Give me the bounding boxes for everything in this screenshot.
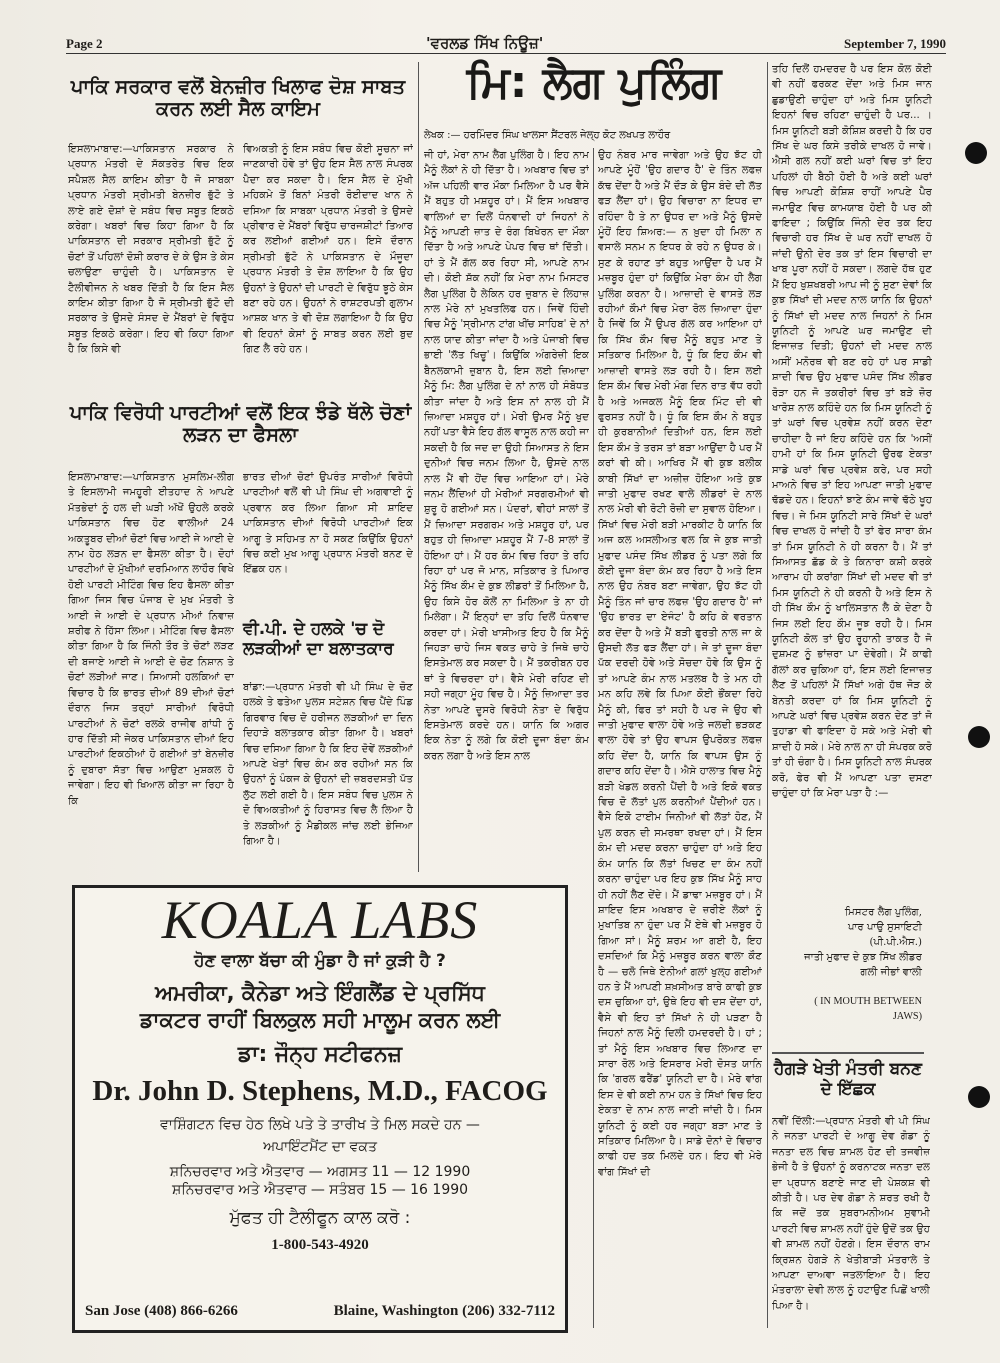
article1-text-1: ਇਸਲਾਮਾਬਾਦ:—ਪਾਕਿਸਤਾਨ ਸਰਕਾਰ ਨੇ ਪ੍ਰਧਾਨ ਮੰਤਰੀ ਦੇ ਸੱਕਤਰੇਤ ਵਿਚ ਇਕ ਸਪੈਸ਼ਲ ਸੈਲ ਕਾਇਮ ਕੀਤਾ ਹੈ ਜੋ ਸਾਬਕਾ ਪ੍ਰਧਾਨ ਮੰਤਰੀ ਸ੍ਰੀਮਤੀ ਬੇਨਜ਼ੀਰ ਭੁੱਟੋ ਤੇ ਲਾਏ ਗਏ ਦੋਸ਼ਾਂ ਦੇ ਸਬੰਧ ਵਿਚ ਸਬੂਤ ਇਕਠੇ ਕਰੇਗਾ। ਖਬਰਾਂ ਵਿਚ ਕਿਹਾ ਗਿਆ ਹੈ ਕਿ ਪਾਕਿਸਤਾਨ ਦੀ ਸਰਕਾਰ ਸ੍ਰੀਮਤੀ ਭੁੱਟੋ ਨੂੰ ਚੋਣਾਂ ਤੋਂ ਪਹਿਲਾਂ ਦੋਸ਼ੀ ਕਰਾਰ ਦੇ ਕੇ ਉਸ ਤੇ ਕੇਸ ਚਲਾਉਣਾ ਚਾਹੁੰਦੀ ਹੈ। ਪਾਕਿਸਤਾਨ ਦੇ ਟੈਲੀਵੀਜਨ ਨੇ ਖਬਰ ਦਿੱਤੀ ਹੈ ਕਿ ਇਸ ਸੈਲ ਕਾਇਮ ਕੀਤਾ ਗਿਆ ਹੈ ਜੋ ਸ੍ਰੀਮਤੀ ਭੁੱਟੋ ਦੀ ਸਰਕਾਰ ਤੇ ਉਸਦੇ ਸੰਸਦ ਦੇ ਮੈਂਬਰਾਂ ਦੇ ਵਿਰੁੱਧ ਸਬੂਤ ਇਕਠੇ ਕਰੇਗਾ। ਇਹ ਵੀ ਕਿਹਾ ਗਿਆ ਹੈ ਕਿ ਕਿਸੇ ਵੀ	[68, 144, 234, 356]
article5-headline: ਹੈਗੜੇ ਖੇਤੀ ਮੰਤਰੀ ਬਨਣ ਦੇ ਇੱਛਕ	[774, 1059, 922, 1099]
ad-line-doctor-name-punjabi: ਡਾ: ਜੌਨ੍ਹ ਸਟੀਫਨਜ਼	[237, 1041, 403, 1067]
ad-contacts	[85, 1303, 555, 1320]
sig-line: ਪਾਰ ਪਾਉ ਸੁਸਾਇਟੀ	[847, 922, 922, 933]
article4-text-2: ਉਹ ਨੰਬਰ ਮਾਰ ਜਾਵੇਗਾ ਅਤੇ ਉਹ ਝੱਟ ਹੀ ਆਪਣੇ ਮੂੰਹੋਂ 'ਉਹ ਗਦਾਰ ਹੈ' ਦੇ ਤਿੰਨ ਲਫਜ਼ ਕੱਢ ਦੇਂਦਾ ਹੈ ਅਤੇ ਮੈਂ ਦੌੜ ਕੇ ਉਸ ਬੰਦੇ ਦੀ ਲੱਤ ਫੜ ਲੈਂਦਾ ਹਾਂ। ਉਹ ਵਿਚਾਰਾ ਨਾ ਇਧਰ ਦਾ ਰਹਿੰਦਾ ਹੈ ਤੇ ਨਾ ਉਧਰ ਦਾ ਅਤੇ ਮੈਨੂੰ ਉਸਦੇ ਮੂੰਹੋਂ ਇਹ ਸ਼ਿਅਰ:— ਨ ਖ਼ੁਦਾ ਹੀ ਮਿਲਾ ਨ ਵਸਾਲੇ ਸਨਮ ਨ ਇਧਰ ਕੇ ਰਹੇ ਨ ਉਧਰ ਕੇ। ਸੁਣ ਕੇ ਰਹਾਣ ਤਾਂ ਬਹੁਤ ਆਉਂਦਾ ਹੈ ਪਰ ਮੈਂ ਮਜ਼ਬੂਰ ਹੁੰਦਾ ਹਾਂ ਕਿਉਂਕਿ ਮੇਰਾ ਕੰਮ ਹੀ ਲੈਗ ਪੁਲਿੰਗ ਕਰਨਾ ਹੈ। ਆਜ਼ਾਦੀ ਦੇ ਵਾਸਤੇ ਲੜ ਰਹੀਆਂ ਕੌਮਾਂ ਵਿਚ ਮੇਰਾ ਰੋਲ ਜ਼ਿਆਦਾ ਹੁੰਦਾ ਹੈ ਜਿਵੇਂ ਕਿ ਮੈਂ ਉਪਰ ਗੱਲ ਕਰ ਆਇਆ ਹਾਂ ਕਿ ਸਿੱਖ ਕੌਮ ਵਿਚ ਮੈਨੂੰ ਬਹੁਤ ਮਾਣ ਤੇ ਸਤਿਕਾਰ ਮਿਲਿਆ ਹੈ, ਧੂੰ ਕਿ ਇਹ ਕੌਮ ਵੀ ਆਜ਼ਾਦੀ ਵਾਸਤੇ ਲੜ ਰਹੀ ਹੈ। ਇਸ ਲਈ ਇਸ ਕੌਮ ਵਿਚ ਮੇਰੀ ਮੰਗ ਦਿਨ ਰਾਤ ਵੱਧ ਰਹੀ ਹੈ ਅਤੇ ਅਜਕਲ ਮੈਨੂੰ ਇਕ ਮਿੰਟ ਦੀ ਵੀ ਫੁਰਸਤ ਨਹੀਂ ਹੈ। ਧੂੰ ਕਿ ਇਸ ਕੌਮ ਨੇ ਬਹੁਤ ਹੀ ਕੁਰਬਾਨੀਆਂ ਦਿਤੀਆਂ ਹਨ, ਇਸ ਲਈ ਇਸ ਕੌਮ ਤੇ ਤਰਸ ਤਾਂ ਬੜਾ ਆਉਂਦਾ ਹੈ ਪਰ ਮੈਂ ਕਰਾਂ ਵੀ ਕੀ। ਆਖਿਰ ਮੈਂ ਵੀ ਕੁਝ ਬਲੀਕ ਕਾਬੀ ਸਿੱਖਾਂ ਦਾ ਅਜ਼ੀਜ਼ ਹੋਇਆ ਅਤੇ ਕੁਝ ਜਾਤੀ ਮੁਫਾਦ ਰਖਣ ਵਾਲੇ ਲੀਡਰਾਂ ਦੇ ਨਾਲ ਨਾਲ ਮੇਰੀ ਵੀ ਰੋਟੀ ਰੋਜ਼ੀ ਦਾ ਸੁਵਾਲ ਹੋਇਆ। ਸਿੱਖਾਂ ਵਿਚ ਮੇਰੀ ਬੜੀ ਮਾਰਕੀਟ ਹੈ ਯਾਨਿ ਕਿ ਅਜ ਕਲ ਅਸਲੀਅਤ ਵਲ ਕਿ ਜੇ ਕੁਝ ਜਾਤੀ ਮੁਫਾਦ ਪਸੰਦ ਸਿੱਖ ਲੀਡਰ ਨੂੰ ਪਤਾ ਲਗੇ ਕਿ ਕੋਈ ਦੂਜਾ ਬੰਦਾ ਕੰਮ ਕਰ ਰਿਹਾ ਹੈ ਅਤੇ ਇਸ ਨਾਲ ਉਹ ਨੰਬਰ ਬਣਾ ਜਾਵੇਗਾ, ਉਹ ਝੱਟ ਹੀ ਮੈਨੂੰ ਤਿੰਨ ਜਾਂ ਚਾਰ ਲਫਜ਼ 'ਉਹ ਗਦਾਰ ਹੈ' ਜਾਂ 'ਉਹ ਭਾਰਤ ਦਾ ਏਜੰਟ' ਹੈ ਕਹਿ ਕੇ ਵਰਤਾਨ ਕਰ ਦੇਂਦਾ ਹੈ ਅਤੇ ਮੈਂ ਬੜੀ ਫੁਰਤੀ ਨਾਲ ਜਾ ਕੇ ਉਸਦੀ ਲੱਤ ਫੜ ਲੈਂਦਾ ਹਾਂ। ਜੇ ਤਾਂ ਦੂਜਾ ਬੰਦਾ ਪੱਕ ਦਰਦੀ ਹੋਵੇ ਅਤੇ ਸੋਚਦਾ ਹੋਵੇ ਕਿ ਉਸ ਨੂੰ ਤਾਂ ਆਪਣੇ ਕੰਮ ਨਾਲ ਮਤਲਬ ਹੈ ਤੇ ਮਨ ਹੀ ਮਨ ਕਹਿ ਲਵੇ ਕਿ ਪਿਆ ਕੋਈ ਭੌਂਕਦਾ ਰਿਹੇ ਮੈਨੂੰ ਕੀ, ਫਿਰ ਤਾਂ ਸਹੀ ਹੈ ਪਰ ਜੇ ਉਹ ਵੀ ਜਾਤੀ ਮੁਫਾਦ ਵਾਲਾ ਹੋਵੇ ਅਤੇ ਜਲਦੀ ਭੜਕਣ ਵਾਲਾ ਹੋਵੇ ਤਾਂ ਉਹ ਵਾਪਸ ਉਪਰੋਕਤ ਲਫਜ਼ ਕਹਿ ਦੇਂਦਾ ਹੈ, ਯਾਨਿ ਕਿ ਵਾਪਸ ਉਸ ਨੂੰ ਗਦਾਰ ਕਹਿ ਦੇਂਦਾ ਹੈ। ਐਸੇ ਹਾਲਾਤ ਵਿਚ ਮੈਨੂੰ ਬੜੀ ਖੇਡਲ ਕਰਨੀ ਪੈਂਦੀ ਹੈ ਅਤੇ ਇਕੋ ਵਕਤ ਵਿਚ ਦੋ ਲੱਤਾਂ ਪੁਲ ਕਰਨੀਆਂ ਪੈਂਦੀਆਂ ਹਨ। ਵੈਸੇ ਇਕੋ ਟਾਈਮ ਜਿਨੀਆਂ ਵੀ ਲੱਤਾਂ ਹੋਣ, ਮੈਂ ਪੁਲ ਕਰਨ ਦੀ ਸਮਰਥਾ ਰਖਦਾ ਹਾਂ। ਮੈਂ ਇਸ ਕੰਮ ਦੀ ਮਦਦ ਕਰਨਾ ਚਾਹੁੰਦਾ ਹਾਂ ਅਤੇ ਇਹ ਕੰਮ ਯਾਨਿ ਕਿ ਲੱਤਾਂ ਖਿਚਣ ਦਾ ਕੰਮ ਨਹੀਂ ਕਰਨਾ ਚਾਹੁੰਦਾ ਪਰ ਇਹ ਕੁਝ ਸਿੱਖ ਮੈਨੂੰ ਸਾਹ ਹੀ ਨਹੀਂ ਲੈਣ ਦੇਂਦੇ। ਮੈਂ ਡਾਢਾ ਮਜ਼ਬੂਰ ਹਾਂ। ਮੈਂ ਸ਼ਾਇਦ ਇਸ ਅਖਬਾਰ ਦੇ ਜ਼ਰੀਏ ਲੋਕਾਂ ਨੂੰ ਮੁਖਾਤਿਬ ਨਾ ਹੁੰਦਾ ਪਰ ਮੈਂ ਏਥੇ ਵੀ ਮਜ਼ਬੂਰ ਹੋ ਗਿਆ ਸਾਂ। ਮੈਨੂੰ ਸ਼ਰਮ ਆ ਗਈ ਹੈ, ਇਹ ਦਸਦਿਆਂ ਕਿ ਮੈਨੂੰ ਮਜ਼ਬੂਰ ਕਰਨ ਵਾਲਾ ਕੌਣ ਹੈ — ਚਲੋ ਜਿਥੇ ਏਨੀਆਂ ਗਲਾਂ ਖੁਲ੍ਹ ਗਈਆਂ ਹਨ ਤੇ ਮੈਂ ਆਪਣੀ ਸ਼ਖ਼ਸੀਅਤ ਬਾਰੇ ਕਾਫੀ ਕੁਝ ਦਸ ਚੁਕਿਆ ਹਾਂ, ਉਥੇ ਇਹ ਵੀ ਦਸ ਦੇਂਦਾ ਹਾਂ, ਵੈਸੇ ਵੀ ਇਹ ਤਾਂ ਸਿੱਖਾਂ ਨੇ ਹੀ ਪੜਣਾ ਹੈ ਜਿਹਨਾਂ ਨਾਲ ਮੈਨੂੰ ਦਿਲੀ ਹਮਦਰਦੀ ਹੈ। ਹਾਂ ; ਤਾਂ ਮੈਨੂੰ ਇਸ ਅਖਬਾਰ ਵਿਚ ਲਿਆਣ ਦਾ ਸਾਰਾ ਰੋਲ ਅਤੇ ਇਸਰਾਰ ਮੇਰੀ ਦੋਸਤ ਯਾਨਿ ਕਿ 'ਗਰਲ ਫਰੈਂਡ' ਯੂਨਿਟੀ ਦਾ ਹੈ। ਮੇਰੇ ਵਾਂਗ ਇਸ ਦੇ ਵੀ ਕਈ ਨਾਮ ਹਨ ਤੇ ਸਿੱਖਾਂ ਵਿਚ ਇਹ ਏਕਤਾ ਦੇ ਨਾਮ ਨਾਲ ਜਾਣੀ ਜਾਂਦੀ ਹੈ। ਮਿਸ ਯੂਨਿਟੀ ਨੂੰ ਕਈ ਹਰ ਜਗ੍ਹਾ ਬੜਾ ਮਾਣ ਤੇ ਸਤਿਕਾਰ ਮਿਲਿਆ ਹੈ। ਸਾਡੇ ਦੋਨਾਂ ਦੇ ਵਿਚਾਰ ਕਾਫੀ ਹਦ ਤਕ ਮਿਲਦੇ ਹਨ। ਇਹ ਵੀ ਮੇਰੇ ਵਾਂਗ ਸਿੱਖਾਂ ਦੀ	[598, 150, 762, 1178]
article1-col2	[243, 142, 413, 390]
article5-rule	[772, 1052, 924, 1054]
binder-hole	[965, 142, 987, 164]
article5-col	[772, 1114, 930, 1334]
article4-byline: ਲੇਖਕ :— ਹਰਮਿੰਦਰ ਸਿੰਘ ਖਾਲਸਾ ਸੈਂਟਰਲ ਜੇਲ੍ਹ ਕੋਟ ਲਖਪਤ ਲਾਹੌਰ	[424, 130, 671, 141]
sig-line: ( IN MOUTH BETWEEN	[814, 996, 922, 1007]
article3-headline: ਵੀ.ਪੀ. ਦੇ ਹਲਕੇ 'ਚ ਦੋ ਲੜਕੀਆਂ ਦਾ ਬਲਾਤਕਾਰ	[243, 619, 394, 659]
masthead	[66, 32, 946, 54]
article5-text: ਨਵੀਂ ਦਿੱਲੀ:—ਪ੍ਰਧਾਨ ਮੰਤਰੀ ਵੀ ਪੀ ਸਿੰਘ ਨੇ ਜਨਤਾ ਪਾਰਟੀ ਦੇ ਆਗੂ ਦੇਵ ਗੋਡਾ ਨੂੰ ਜਨਤਾ ਦਲ ਵਿਚ ਸ਼ਾਮਲ ਹੋਣ ਦੀ ਤਜਵੀਜ਼ ਭੇਜੀ ਹੈ ਤੇ ਉਹਨਾਂ ਨੂੰ ਕਰਨਾਟਕ ਜਨਤਾ ਦਲ ਦਾ ਪ੍ਰਧਾਨ ਬਣਾਏ ਜਾਣ ਦੀ ਪੇਸ਼ਕਸ਼ ਵੀ ਕੀਤੀ ਹੈ। ਪਰ ਦੇਵ ਗੋਡਾ ਨੇ ਸ਼ਰਤ ਰਖੀ ਹੈ ਕਿ ਜਦੋਂ ਤਕ ਸੁਬਰਾਮਨੀਅਮ ਸੁਵਾਮੀ ਪਾਰਟੀ ਵਿਚ ਸ਼ਾਮਲ ਨਹੀਂ ਹੁੰਦੇ ਉਦੋਂ ਤਕ ਉਹ ਵੀ ਸ਼ਾਮਲ ਨਹੀਂ ਹੋਣਗੇ। ਇਸ ਦੌਰਾਨ ਰਾਮ ਕ੍ਰਿਸ਼ਨ ਹੇਗੜੇ ਨੇ ਖੇਤੀਬਾੜੀ ਮੰਤਰਾਲੇ ਤੇ ਆਪਣਾ ਦਾਅਵਾ ਜਤਲਾਇਆ ਹੈ। ਇਹ ਮੰਤਰਾਲਾ ਦੇਵੀ ਲਾਲ ਨੂੰ ਹਟਾਉਣ ਪਿਛੋਂ ਖਾਲੀ ਪਿਆ ਹੈ।	[772, 1116, 930, 1312]
ad-line-countries: ਅਮਰੀਕਾ, ਕੈਨੇਡਾ ਅਤੇ ਇੰਗਲੈਂਡ ਦੇ ਪ੍ਰਸਿੱਧ	[155, 981, 485, 1006]
article2-headline: ਪਾਕਿ ਵਿਰੋਧੀ ਪਾਰਟੀਆਂ ਵਲੋਂ ਇਕ ਝੰਡੇ ਥੱਲੇ ਚੋਣਾਂ ਲੜਨ ਦਾ ਫੈਸਲਾ	[69, 401, 412, 447]
ad-san-jose-contact: San Jose (408) 866-6266	[85, 1303, 238, 1319]
sig-line: ਗਲੀ ਜੀਭਾਂ ਵਾਲੀ	[860, 967, 922, 978]
article2-text-2: ਭਾਰਤ ਦੀਆਂ ਚੋਣਾਂ ਉਪਰੰਤ ਸਾਰੀਆਂ ਵਿਰੋਧੀ ਪਾਰਟੀਆਂ ਵਲੋਂ ਵੀ ਪੀ ਸਿੰਘ ਦੀ ਅਗਵਾਈ ਨੂੰ ਪ੍ਰਵਾਨ ਕਰ ਲਿਆ ਗਿਆ ਸੀ ਸ਼ਾਇਦ ਪਾਕਿਸਤਾਨ ਦੀਆਂ ਵਿਰੋਧੀ ਪਾਰਟੀਆਂ ਇਕ ਆਗੂ ਤੇ ਸਹਿਮਤ ਨਾ ਹੋ ਸਕਣ ਕਿਉਂਕਿ ਉਹਨਾਂ ਵਿਚ ਕਈ ਮੁਖ ਆਗੂ ਪ੍ਰਧਾਨ ਮੰਤਰੀ ਬਨਣ ਦੇ ਇੱਛਕ ਹਨ।	[243, 472, 413, 576]
article1-headline: ਪਾਕਿ ਸਰਕਾਰ ਵਲੋਂ ਬੇਨਜ਼ੀਰ ਖਿਲਾਫ ਦੋਸ਼ ਸਾਬਤ ਕਰਨ ਲਈ ਸੈਲ ਕਾਇਮ	[70, 75, 406, 121]
binder-hole	[968, 1086, 990, 1108]
article4-col2	[598, 148, 762, 1328]
article4-col3	[772, 62, 932, 870]
article4-text-3: ਤਹਿ ਦਿਲੋਂ ਹਮਦਰਦ ਹੈ ਪਰ ਇਸ ਕੋਲ ਕੋਈ ਵੀ ਨਹੀਂ ਫਰਕਣ ਦੇਂਦਾ ਅਤੇ ਮਿਸ ਜਾਨ ਛੁਡਾਉਣੀ ਚਾਹੁੰਦਾ ਹਾਂ ਅਤੇ ਮਿਸ ਯੂਨਿਟੀ ਇਹਨਾਂ ਵਿਚ ਰਹਿਣਾ ਚਾਹੁੰਦੀ ਹੈ ਪਰ... । ਮਿਸ ਯੂਨਿਟੀ ਬੜੀ ਕੋਸ਼ਿਸ਼ ਕਰਦੀ ਹੈ ਕਿ ਹਰ ਸਿੱਖ ਦੇ ਘਰ ਕਿਸੇ ਤਰੀਕੇ ਦਾਖਲ ਹੋ ਜਾਵੇ। ਐਸੀ ਗਲ ਨਹੀਂ ਕਈ ਘਰਾਂ ਵਿਚ ਤਾਂ ਇਹ ਪਹਿਲਾਂ ਹੀ ਬੈਠੀ ਹੋਈ ਹੈ ਅਤੇ ਕਈ ਘਰਾਂ ਵਿਚ ਆਪਣੀ ਕੋਸ਼ਿਸ਼ ਰਾਹੀਂ ਆਪਣੇ ਪੈਰ ਜਮਾਉਣ ਵਿਚ ਕਾਮਯਾਬ ਹੋਈ ਹੈ ਪਰ ਕੀ ਫਾਇਦਾ ; ਕਿਉਂਕਿ ਜਿੰਨੀ ਦੇਰ ਤਕ ਇਹ ਵਿਚਾਰੀ ਹਰ ਸਿੱਖ ਦੇ ਘਰ ਨਹੀਂ ਦਾਖਲ ਹੋ ਜਾਂਦੀ ਉਨੀ ਦੇਰ ਤਕ ਤਾਂ ਇਸ ਵਿਚਾਰੀ ਦਾ ਖਾਬ ਪੂਰਾ ਨਹੀਂ ਹੋ ਸਕਦਾ। ਲਗਦੇ ਹੱਥ ਹੁਣ ਮੈਂ ਇਹ ਖੁਸ਼ਖਬਰੀ ਆਪ ਜੀ ਨੂੰ ਸੁਣਾ ਦੇਵਾਂ ਕਿ ਕੁਝ ਸਿੱਖਾਂ ਦੀ ਮਦਦ ਨਾਲ ਯਾਨਿ ਕਿ ਉਹਨਾਂ ਨੂੰ ਸਿੱਖਾਂ ਦੀ ਮਦਦ ਨਾਲ ਜਿਹਨਾਂ ਨੇ ਮਿਸ ਯੂਨਿਟੀ ਨੂੰ ਆਪਣੇ ਘਰ ਜਮਾਉਣ ਦੀ ਇਜਾਜ਼ਤ ਦਿਤੀ; ਉਹਨਾਂ ਦੀ ਮਦਦ ਨਾਲ ਅਸੀਂ ਮਨੋਰਥ ਵੀ ਬਣ ਰਹੇ ਹਾਂ ਪਰ ਸਾਡੀ ਸ਼ਾਦੀ ਵਿਚ ਉਹ ਮੁਫਾਦ ਪਸੰਦ ਸਿੱਖ ਲੀਡਰ ਰੋੜਾ ਹਨ ਜੋ ਤਕਰੀਰਾਂ ਵਿਚ ਤਾਂ ਬੜੇ ਜ਼ੋਰ ਖਾਰੋਸ਼ ਨਾਲ ਕਹਿੰਦੇ ਹਨ ਕਿ ਮਿਸ ਯੂਨਿਟੀ ਨੂੰ ਤਾਂ ਘਰਾਂ ਵਿਚ ਪ੍ਰਵੇਸ਼ ਨਹੀਂ ਕਰਨ ਦੇਣਾ ਚਾਹੀਦਾ ਹੈ ਜਾਂ ਇਹ ਕਹਿੰਦੇ ਹਨ ਕਿ 'ਅਸੀਂ ਹਾਮੀ ਹਾਂ ਕਿ ਮਿਸ ਯੂਨਿਟੀ ਉਰਫ ਏਕਤਾ ਸਾਡੇ ਘਰਾਂ ਵਿਚ ਪ੍ਰਵੇਸ਼ ਕਰੇ, ਪਰ ਸਹੀ ਮਾਅਨੇ ਵਿਚ ਤਾਂ ਇਹ ਆਪਣਾ ਜਾਤੀ ਮੁਫਾਦ ਢੱਡਦੇ ਹਨ। ਇਹਨਾਂ ਝਾਣੇ ਕੰਮ ਜਾਵੇ ਢੱਠੇ ਖੂਹ ਵਿਚ। ਜੇ ਮਿਸ ਯੂਨਿਟੀ ਸਾਰੇ ਸਿੱਖਾਂ ਦੇ ਘਰਾਂ ਵਿਚ ਦਾਖਲ ਹੋ ਜਾਂਦੀ ਹੈ ਤਾਂ ਫੇਰ ਸਾਰਾ ਕੰਮ ਤਾਂ ਮਿਸ ਯੂਨਿਟੀ ਨੇ ਹੀ ਕਰਨਾ ਹੈ। ਮੈਂ ਤਾਂ ਸਿਆਸਤ ਛੱਡ ਕੇ ਤੇ ਕਿਨਾਰਾ ਕਸ਼ੀ ਕਰਕੇ ਆਰਾਮ ਹੀ ਕਰਾਂਗਾ ਸਿੱਖਾਂ ਦੀ ਮਦਦ ਵੀ ਤਾਂ ਮਿਸ ਯੂਨਿਟੀ ਨੇ ਹੀ ਕਰਨੀ ਹੈ ਅਤੇ ਇਸ ਨੇ ਹੀ ਸਿੱਖ ਕੌਮ ਨੂੰ ਖਾਲਿਸਤਾਨ ਲੈ ਕੇ ਦੇਣਾ ਹੈ ਜਿਸ ਲਈ ਇਹ ਕੌਮ ਜੂਝ ਰਹੀ ਹੈ। ਮਿਸ ਯੂਨਿਟੀ ਕੋਲ ਤਾਂ ਉਹ ਰੂਹਾਨੀ ਤਾਕਤ ਹੈ ਜੋ ਦੁਸ਼ਮਣ ਨੂੰ ਭਾਂਜ਼ਰਾ ਪਾ ਦੇਵੇਗੀ। ਮੈਂ ਕਾਫੀ ਗੱਲਾਂ ਕਰ ਚੁਕਿਆ ਹਾਂ, ਇਸ ਲਈ ਇਜਾਜ਼ਤ ਲੈਣ ਤੋਂ ਪਹਿਲਾਂ ਮੈਂ ਸਿੱਖਾਂ ਅਗੇ ਹੱਥ ਜੋੜ ਕੇ ਬੇਨਤੀ ਕਰਦਾ ਹਾਂ ਕਿ ਮਿਸ ਯੂਨਿਟੀ ਨੂੰ ਆਪਣੇ ਘਰਾਂ ਵਿਚ ਪ੍ਰਵੇਸ਼ ਕਰਨ ਦੇਣ ਤਾਂ ਜੋ ਤੁਹਾਡਾ ਵੀ ਫਾਇਦਾ ਹੋ ਸਕੇ ਅਤੇ ਮੇਰੀ ਵੀ ਸ਼ਾਦੀ ਹੋ ਸਕੇ। ਮੇਰੇ ਨਾਲ ਨਾ ਹੀ ਸੰਪਰਕ ਕਰੋ ਤਾਂ ਹੀ ਚੰਗਾ ਹੈ। ਮਿਸ ਯੂਨਿਟੀ ਨਾਲ ਸੰਪਰਕ ਕਰੋ, ਫੇਰ ਵੀ ਮੈਂ ਆਪਣਾ ਪਤਾ ਦਸਣਾ ਚਾਹੁੰਦਾ ਹਾਂ ਕਿ ਮੇਰਾ ਪਤਾ ਹੈ :—	[772, 64, 932, 800]
issue-date: September 7, 1990	[844, 36, 946, 51]
article4-text-1: ਜੀ ਹਾਂ, ਮੇਰਾ ਨਾਮ ਲੈਗ ਪੁਲਿੰਗ ਹੈ। ਇਹ ਨਾਮ ਮੈਨੂੰ ਲੋਕਾਂ ਨੇ ਹੀ ਦਿੱਤਾ ਹੈ। ਅਖਬਾਰ ਵਿਚ ਤਾਂ ਅੱਜ ਪਹਿਲੀ ਵਾਰ ਮੌਕਾ ਮਿਲਿਆ ਹੈ ਪਰ ਵੈਸੇ ਮੈਂ ਬਹੁਤ ਹੀ ਮਸ਼ਹੂਰ ਹਾਂ। ਮੈਂ ਇਸ ਅਖਬਾਰ ਵਾਲਿਆਂ ਦਾ ਦਿਲੋਂ ਧੰਨਵਾਦੀ ਹਾਂ ਜਿਹਨਾਂ ਨੇ ਮੈਨੂੰ ਆਪਣੀ ਜ਼ਾਤ ਦੇ ਰੰਗ ਬਿਖੇਰਨ ਦਾ ਮੌਕਾ ਦਿੱਤਾ ਹੈ ਅਤੇ ਆਪਣੇ ਪੇਪਰ ਵਿਚ ਥਾਂ ਦਿੱਤੀ। ਹਾਂ ਤੇ ਮੈਂ ਗੱਲ ਕਰ ਰਿਹਾ ਸੀ, ਆਪਣੇ ਨਾਮ ਦੀ। ਕੋਈ ਸ਼ੱਕ ਨਹੀਂ ਕਿ ਮੇਰਾ ਨਾਮ ਮਿਸਟਰ ਲੈਗ ਪੁਲਿੰਗ ਹੈ ਲੇਕਿਨ ਹਰ ਜ਼ੁਬਾਨ ਦੇ ਲਿਹਾਜ਼ ਨਾਲ ਮੇਰੇ ਨਾਂ ਮੁਖਤਲਿਫ ਹਨ। ਜਿਵੇਂ ਹਿੰਦੀ ਵਿਚ ਮੈਨੂੰ 'ਸ੍ਰੀਮਾਨ ਟਾਂਗ ਖੀਂਚ ਸਾਹਿਬ' ਦੇ ਨਾਂ ਨਾਲ ਯਾਦ ਕੀਤਾ ਜਾਂਦਾ ਹੈ ਅਤੇ ਪੰਜਾਬੀ ਵਿਚ ਭਾਈ 'ਲੱਤ ਖਿਚੂ'। ਕਿਉਂਕਿ ਅੰਗਰੇਜ਼ੀ ਇਕ ਬੈਨਲਕਾਮੀ ਜ਼ੁਬਾਨ ਹੈ, ਇਸ ਲਈ ਜ਼ਿਆਦਾ ਮੈਨੂੰ ਮਿ: ਲੈਗ ਪੁਲਿੰਗ ਦੇ ਨਾਂ ਨਾਲ ਹੀ ਸੰਬੋਧਤ ਕੀਤਾ ਜਾਂਦਾ ਹੈ ਅਤੇ ਇਸ ਨਾਂ ਨਾਲ ਹੀ ਮੈਂ ਜ਼ਿਆਦਾ ਮਸ਼ਹੂਰ ਹਾਂ। ਮੇਰੀ ਉਮਰ ਮੈਨੂੰ ਖੁਦ ਨਹੀਂ ਪਤਾ ਵੈਸੇ ਇਹ ਗੱਲ ਵਾਸੂਲ ਨਾਲ ਕਹੀ ਜਾ ਸਕਦੀ ਹੈ ਕਿ ਜਦ ਦਾ ਉਹੀ ਸਿਆਸਤ ਨੇ ਇਸ ਦੁਨੀਆਂ ਵਿਚ ਜਨਮ ਲਿਆ ਹੈ, ਉਸਦੇ ਨਾਲ ਨਾਲ ਮੈਂ ਵੀ ਹੋਂਦ ਵਿਚ ਆਇਆ ਹਾਂ। ਮੇਰੇ ਜਨਮ ਲੈਂਦਿਆਂ ਹੀ ਮੇਰੀਆਂ ਸਰਗਰਮੀਆਂ ਵੀ ਸ਼ੁਰੂ ਹੋ ਗਈਆਂ ਸਨ। ਪੰਦਰਾਂ, ਵੀਹਾਂ ਸਾਲਾਂ ਤੋਂ ਮੈਂ ਜ਼ਿਆਦਾ ਸਰਗਰਮ ਅਤੇ ਮਸ਼ਹੂਰ ਹਾਂ, ਪਰ ਬਹੁਤ ਹੀ ਜ਼ਿਆਦਾ ਮਸ਼ਹੂਰ ਮੈਂ 7-8 ਸਾਲਾਂ ਤੋਂ ਹੋਇਆ ਹਾਂ। ਮੈਂ ਹਰ ਕੰਮ ਵਿਚ ਰਿਹਾ ਤੇ ਰਹਿ ਰਿਹਾ ਹਾਂ ਪਰ ਜੋ ਮਾਨ, ਸਤਿਕਾਰ ਤੇ ਪਿਆਰ ਮੈਨੂੰ ਸਿੱਖ ਕੌਮ ਦੇ ਕੁਝ ਲੀਡਰਾਂ ਤੋਂ ਮਿਲਿਆ ਹੈ, ਉਹ ਕਿਸੇ ਹੋਰ ਕੋਲੋਂ ਨਾ ਮਿਲਿਆ ਤੇ ਨਾ ਹੀ ਮਿਲੇਗਾ। ਮੈਂ ਇਨ੍ਹਾਂ ਦਾ ਤਹਿ ਦਿਲੋਂ ਧੰਨਵਾਦ ਕਰਦਾ ਹਾਂ। ਮੇਰੀ ਖਾਸੀਅਤ ਇਹ ਹੈ ਕਿ ਮੈਨੂੰ ਜਿਹੜਾ ਚਾਹੇ ਜਿਸ ਵਕਤ ਚਾਹੇ ਤੇ ਜਿਥੇ ਚਾਹੇ ਇਸਤੇਮਾਲ ਕਰ ਸਕਦਾ ਹੈ। ਮੈਂ ਤਕਰੀਬਨ ਹਰ ਥਾਂ ਤੇ ਵਿਚਰਦਾ ਹਾਂ। ਵੈਸੇ ਮੇਰੀ ਰਹਿਣ ਦੀ ਸਹੀ ਜਗ੍ਹਾ ਮੂੰਹ ਵਿਚ ਹੈ। ਮੈਨੂੰ ਜ਼ਿਆਦਾ ਤਰ ਨੇਤਾ ਆਪਣੇ ਦੂਸਰੇ ਵਿਰੋਧੀ ਨੇਤਾ ਦੇ ਵਿਰੁੱਧ ਇਸਤੇਮਾਲ ਕਰਦੇ ਹਨ। ਯਾਨਿ ਕਿ ਅਗਰ ਇਕ ਨੇਤਾ ਨੂੰ ਲਗੇ ਕਿ ਕੋਈ ਦੂਜਾ ਬੰਦਾ ਕੰਮ ਕਰਨ ਲਗਾ ਹੈ ਅਤੇ ਇਸ ਨਾਲ	[424, 150, 589, 762]
ad-line-washington: ਵਾਸ਼ਿੰਗਟਨ ਵਿਚ ਹੇਠ ਲਿਖੇ ਪਤੇ ਤੇ ਤਾਰੀਖ ਤੇ ਮਿਲ ਸਕਦੇ ਹਨ —	[160, 1117, 480, 1134]
article4-headline: ਮਿ: ਲੈਗ ਪੁਲਿੰਗ	[466, 57, 722, 108]
article4-col1	[424, 148, 589, 870]
column-rule	[418, 62, 419, 872]
article4-signature	[772, 905, 922, 1024]
ad-line-free-call: ਮੁੱਫਤ ਹੀ ਟੈਲੀਫੂਨ ਕਾਲ ਕਰੋ :	[229, 1208, 411, 1229]
sig-line: ਜਾਤੀ ਮੁਫਾਦ ਦੇ ਕੁਝ ਸਿੱਖ ਲੀਡਰ	[804, 952, 922, 963]
sig-line: (ਪੀ.ਪੀ.ਐਸ.)	[869, 937, 922, 948]
article2-col1	[68, 470, 234, 870]
article1-col1	[68, 142, 234, 390]
column-rule	[767, 62, 768, 1328]
ad-doctor-name: Dr. John D. Stephens, M.D., FACOG	[92, 1075, 548, 1108]
article2-text-1: ਇਸਲਾਮਾਬਾਦ:—ਪਾਕਿਸਤਾਨ ਮੁਸਲਿਮ-ਲੀਗ ਤੇ ਇਸਲਾਮੀ ਜਮਹੂਰੀ ਈਤਹਾਦ ਨੇ ਆਪਣੇ ਮੱਤਭੇਦਾਂ ਨੂੰ ਹਲ ਦੀ ਘੜੀ ਅੱਖੋਂ ਉਹਲੇ ਕਰਕੇ ਪਾਕਿਸਤਾਨ ਵਿਚ ਹੋਣ ਵਾਲੀਆਂ 24 ਅਕਤੂਬਰ ਦੀਆਂ ਚੋਣਾਂ ਵਿਚ ਆਈ ਜੇ ਆਈ ਦੇ ਨਾਮ ਹੇਠ ਲੜਨ ਦਾ ਫੈਸਲਾ ਕੀਤਾ ਹੈ। ਦੋਹਾਂ ਪਾਰਟੀਆਂ ਦੇ ਮੁੱਖੀਆਂ ਦਰਮਿਆਨ ਲਾਹੌਰ ਵਿਖੇ ਹੋਈ ਪਾਰਟੀ ਮੀਟਿੰਗ ਵਿਚ ਇਹ ਫੈਸਲਾ ਕੀਤਾ ਗਿਆ ਜਿਸ ਵਿਚ ਪੰਜਾਬ ਦੇ ਮੁਖ ਮੰਤਰੀ ਤੇ ਆਈ ਜੇ ਆਈ ਦੇ ਪ੍ਰਧਾਨ ਮੀਆਂ ਨਿਵਾਜ਼ ਸ਼ਰੀਫ ਨੇ ਹਿੱਸਾ ਲਿਆ। ਮੀਟਿੰਗ ਵਿਚ ਫੈਸਲਾ ਕੀਤਾ ਗਿਆ ਹੈ ਕਿ ਜਿੰਨੀ ਤੌਰ ਤੇ ਚੋਣਾਂ ਲੜਣ ਦੀ ਬਜਾਏ ਆਈ ਜੇ ਆਈ ਦੇ ਚੋਣ ਨਿਸ਼ਾਨ ਤੇ ਚੋਣਾਂ ਲੜੀਆਂ ਜਾਣ। ਸਿਆਸੀ ਹਲਕਿਆਂ ਦਾ ਵਿਚਾਰ ਹੈ ਕਿ ਭਾਰਤ ਦੀਆਂ 89 ਦੀਆਂ ਚੋਣਾਂ ਦੌਰਾਨ ਜਿਸ ਤਰ੍ਹਾਂ ਸਾਰੀਆਂ ਵਿਰੋਧੀ ਪਾਰਟੀਆਂ ਨੇ ਚੋਣਾਂ ਰਲਕੇ ਰਾਜੀਵ ਗਾਂਧੀ ਨੂੰ ਹਾਰ ਦਿੱਤੀ ਸੀ ਜੇਕਰ ਪਾਕਿਸਤਾਨ ਦੀਆਂ ਇਹ ਪਾਰਟੀਆਂ ਇਕਠੀਆਂ ਹੋ ਗਈਆਂ ਤਾਂ ਬੇਨਜ਼ੀਰ ਨੂੰ ਦੁਬਾਰਾ ਸੱਤਾ ਵਿਚ ਆਉਣਾ ਮੁਸ਼ਕਲ ਹੋ ਜਾਵੇਗਾ। ਇਹ ਵੀ ਖਿਆਲ ਕੀਤਾ ਜਾ ਰਿਹਾ ਹੈ ਕਿ	[68, 472, 234, 807]
sig-line: JAWS)	[892, 1011, 922, 1022]
article3-col	[243, 680, 413, 872]
ad-blaine-contact: Blaine, Washington (206) 332-7112	[333, 1303, 555, 1319]
ad-line-question: ਹੋਣ ਵਾਲਾ ਬੱਚਾ ਕੀ ਮੁੰਡਾ ਹੈ ਜਾਂ ਕੁੜੀ ਹੈ ?	[194, 951, 446, 971]
page-number: Page 2	[66, 36, 103, 51]
paper-name: 'ਵਰਲਡ ਸਿੱਖ ਨਿਊਜ਼'	[426, 34, 544, 52]
column-rule	[593, 148, 594, 1328]
binder-hole	[968, 726, 990, 748]
ad-line-appointment: ਅਪਾਇੰਟਮੈਂਟ ਦਾ ਵਕਤ	[263, 1139, 377, 1156]
ad-phone: 1-800-543-4920	[271, 1237, 369, 1254]
article1-text-2: ਵਿਅਕਤੀ ਨੂੰ ਇਸ ਸਬੰਧ ਵਿਚ ਕੋਈ ਸੂਚਨਾ ਜਾਂ ਜਾਣਕਾਰੀ ਹੋਵੇ ਤਾਂ ਉਹ ਇਸ ਸੈਲ ਨਾਲ ਸੰਪਰਕ ਪੈਦਾ ਕਰ ਸਕਦਾ ਹੈ। ਇਸ ਸੈਲ ਦੇ ਮੁੱਖੀ ਮਹਿਕਮੇ ਤੋਂ ਬਿਨਾਂ ਮੰਤਰੀ ਰੋਈਦਾਦ ਖਾਨ ਨੇ ਦਸਿਆ ਕਿ ਸਾਬਕਾ ਪ੍ਰਧਾਨ ਮੰਤਰੀ ਤੇ ਉਸਦੇ ਪ੍ਰੀਵਾਰ ਦੇ ਮੈਂਬਰਾਂ ਵਿਰੁੱਧ ਚਾਰਜਸ਼ੀਟਾਂ ਤਿਆਰ ਕਰ ਲਈਆਂ ਗਈਆਂ ਹਨ। ਇਸੇ ਦੌਰਾਨ ਸ੍ਰੀਮਤੀ ਭੁੱਟੋ ਨੇ ਪਾਕਿਸਤਾਨ ਦੇ ਮੌਜੂਦਾ ਪ੍ਰਧਾਨ ਮੰਤਰੀ ਤੇ ਦੋਸ਼ ਲਾਇਆ ਹੈ ਕਿ ਉਹ ਉਹਨਾਂ ਤੇ ਉਹਨਾਂ ਦੀ ਪਾਰਟੀ ਦੇ ਵਿਰੁੱਧ ਝੂਠੇ ਕੇਸ ਬਣਾ ਰਹੇ ਹਨ। ਉਹਨਾਂ ਨੇ ਰਾਸ਼ਟਰਪਤੀ ਗੁਲਾਮ ਆਸ਼ਕ ਖਾਨ ਤੇ ਵੀ ਦੋਸ਼ ਲਗਾਇਆ ਹੈ ਕਿ ਉਹ ਵੀ ਇਹਨਾਂ ਕੇਸਾਂ ਨੂੰ ਸਾਬਤ ਕਰਨ ਲਈ ਬੁਦ ਗਿਣ ਲੈ ਰਹੇ ਹਨ।	[243, 144, 413, 356]
ad-line-august-dates: ਸ਼ਨਿਚਰਵਾਰ ਅਤੇ ਐਤਵਾਰ — ਅਗਸਤ 11 — 12 1990	[169, 1163, 471, 1180]
ad-line-doctor-purpose: ਡਾਕਟਰ ਰਾਹੀਂ ਬਿਲਕੁਲ ਸਹੀ ਮਾਲੂਮ ਕਰਨ ਲਈ	[139, 1008, 501, 1033]
ad-line-september-dates: ਸ਼ਨਿਚਰਵਾਰ ਅਤੇ ਐਤਵਾਰ — ਸਤੰਬਰ 15 — 16 1990	[171, 1181, 469, 1198]
koala-labs-ad	[72, 885, 568, 1333]
article2-col2	[243, 470, 413, 610]
sig-line: ਮਿਸਟਰ ਲੈਗ ਪੁਲਿੰਗ,	[844, 907, 922, 918]
ad-title: KOALA LABS	[161, 890, 479, 950]
article3-text: ਬਾਂਡਾ:—ਪ੍ਰਧਾਨ ਮੰਤਰੀ ਵੀ ਪੀ ਸਿੰਘ ਦੇ ਚੋਣ ਹਲਕੇ ਤੇ ਫਤੇਆ ਪੁਲਸ ਸਟੇਸ਼ਨ ਵਿਚ ਪੈਂਦੇ ਪਿੰਡ ਗਿਰਵਾਰ ਵਿਚ ਦੋ ਹਰੀਜਨ ਲੜਕੀਆਂ ਦਾ ਦਿਨ ਦਿਹਾੜੇ ਬਲਾਤਕਾਰ ਕੀਤਾ ਗਿਆ ਹੈ। ਖਬਰਾਂ ਵਿਚ ਦਸਿਆ ਗਿਆ ਹੈ ਕਿ ਇਹ ਦੋਵੇਂ ਲੜਕੀਆਂ ਆਪਣੇ ਖੇਤਾਂ ਵਿਚ ਕੰਮ ਕਰ ਰਹੀਆਂ ਸਨ ਕਿ ਉਹਨਾਂ ਨੂੰ ਪੰਕਜ ਕੇ ਉਹਨਾਂ ਦੀ ਜ਼ਬਰਦਸਤੀ ਪੱਤ ਲੁੱਟ ਲਈ ਗਈ ਹੈ। ਇਸ ਸਬੰਧ ਵਿਚ ਪੁਲਸ ਨੇ ਦੋ ਵਿਅਕਤੀਆਂ ਨੂੰ ਹਿਰਾਸਤ ਵਿਚ ਲੈ ਲਿਆ ਹੈ ਤੇ ਲੜਕੀਆਂ ਨੂੰ ਮੈਡੀਕਲ ਜਾਂਚ ਲਈ ਭੇਜਿਆ ਗਿਆ ਹੈ।	[243, 682, 413, 848]
